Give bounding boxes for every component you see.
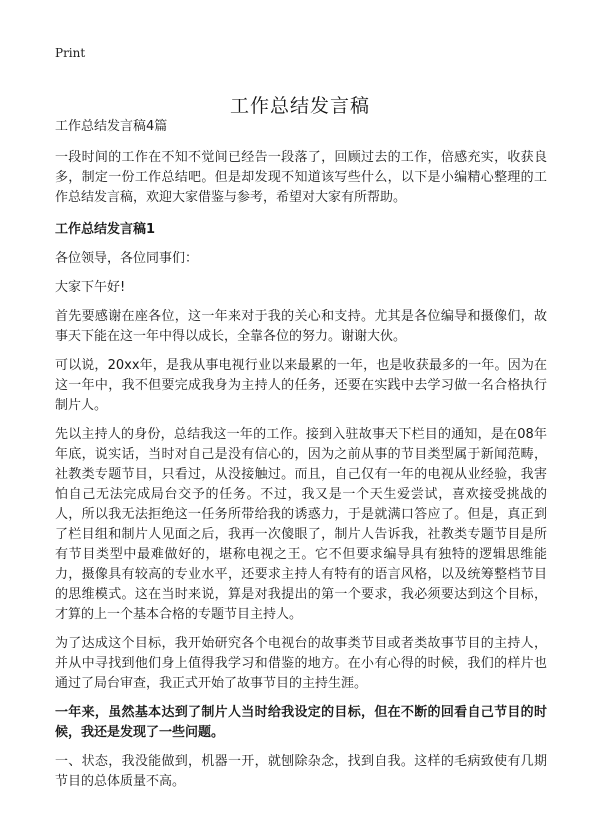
closing-paragraph: 一、状态，我没能做到，机器一开，就刨除杂念，找到自我。这样的毛病致使有几期节目的总体质量不高。: [55, 754, 547, 789]
body-paragraph: 首先要感谢在座各位，这一年来对于我的关心和支持。尤其是各位编导和摄像们，故事天下能在这一年中得以成长，全靠各位的努力。谢谢大伙。: [55, 309, 547, 344]
intro-paragraph: 一段时间的工作在不知不觉间已经告一段落了，回顾过去的工作，倍感充实，收获良多，制定一份工作总结吧。但是却发现不知道该写些什么，以下是小编精心整理的工作总结发言稿，欢迎大家借鉴与参考，希望对大家有所帮助。: [55, 150, 547, 205]
page-title: 工作总结发言稿: [229, 94, 370, 117]
section-heading: 工作总结发言稿1: [55, 222, 156, 237]
bold-paragraph: 一年来，虽然基本达到了制片人当时给我设定的目标，但在不断的回看自己节目的时候，我还是发现了一些问题。: [55, 705, 547, 740]
body-paragraph: 为了达成这个目标，我开始研究各个电视台的故事类节目或者类故事节目的主持人，并从中寻找到他们身上值得我学习和借鉴的地方。在小有心得的时候，我们的样片也通过了局台审查，我正式开始了故事节目的主持生涯。: [55, 636, 547, 691]
body-paragraph: 先以主持人的身份，总结我这一年的工作。接到入驻故事天下栏目的通知，是在08年年底，说实话，当时对自己是没有信心的，因为之前从事的节目类型属于新闻范畴，社教类专题节目，只看过，从没接触过。而且，自己仅有一年的电视从业经验，我害怕自己无法完成局台交予的任务。不过，我又是一个天生爱尝试，喜欢接受挑战的人，所以我无法拒绝这一任务所带给我的诱惑力，于是就满口答应了。但是，真正到了栏目组和制片人见面之后，我再一次傻眼了，制片人告诉我，社教类专题节目是所有节目类型中最难做好的，堪称电视之王。它不但要求编导具有独特的逻辑思维能力，摄像具有较高的专业水平，还要求主持人有特有的语言风格，以及统筹整档节目的思维模式。这在当时来说，算是对我提出的第一个要求，我必须要达到这个目标，才算的上一个基本合格的专题节目主持人。: [55, 427, 547, 622]
greeting-paragraph: 各位领导，各位同事们：: [55, 251, 199, 266]
body-paragraph: 可以说，20xx年，是我从事电视行业以来最累的一年，也是收获最多的一年。因为在这一年中，我不但要完成我身为主持人的任务，还要在实践中去学习做一名合格执行制片人。: [55, 358, 547, 413]
greeting-paragraph: 大家下午好!: [55, 280, 126, 295]
document-body: [55, 118, 547, 801]
document-subtitle: 工作总结发言稿4篇: [55, 119, 168, 134]
print-label: Print: [55, 46, 86, 60]
